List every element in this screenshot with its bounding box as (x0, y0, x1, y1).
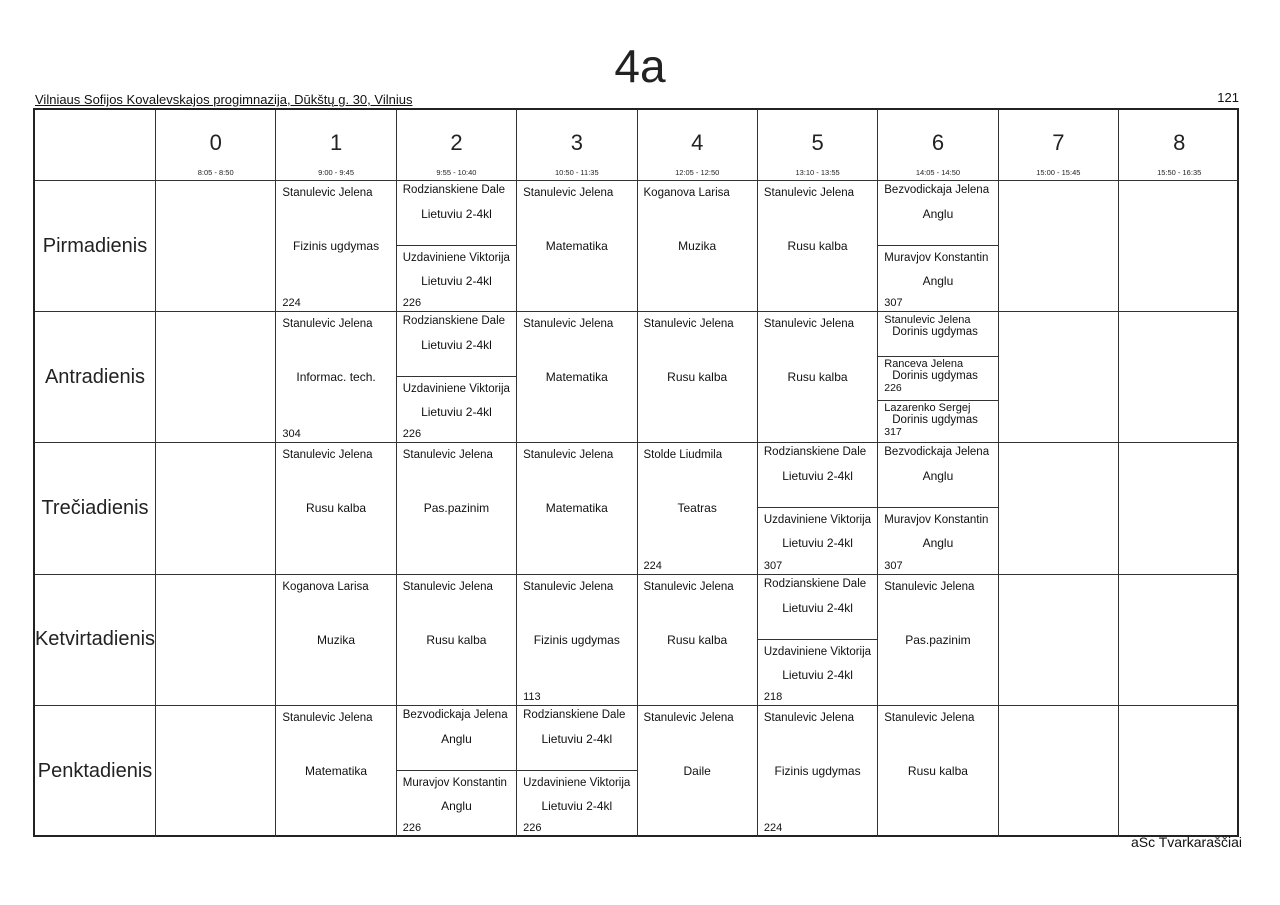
lesson-subject: Lietuviu 2-4kl (782, 536, 853, 551)
empty-slot (156, 575, 276, 706)
lesson-subject: Lietuviu 2-4kl (782, 469, 853, 484)
lesson-teacher: Koganova Larisa (282, 580, 369, 593)
period-number: 4 (691, 130, 704, 155)
period-header-3 (517, 110, 637, 181)
group-divider (758, 507, 877, 508)
lesson-room: 218 (763, 690, 783, 703)
lesson-teacher: Bezvodickaja Jelena (884, 446, 990, 459)
lesson-subject: Fizinis ugdymas (774, 763, 861, 778)
lesson-subject: Daile (683, 763, 711, 778)
lesson-subject: Rusu kalba (306, 501, 367, 516)
period-time: 8:05 - 8:50 (197, 168, 234, 177)
lesson-room: 226 (402, 297, 422, 310)
lesson-room: 304 (282, 428, 301, 441)
lesson-slot (517, 706, 636, 836)
lesson-subject: Anglu (922, 469, 954, 484)
lesson-slot (638, 706, 757, 836)
lesson-teacher: Uzdaviniene Viktorija (402, 383, 510, 396)
empty-slot (999, 312, 1119, 443)
lesson-subject: Lietuviu 2-4kl (541, 798, 613, 813)
lesson-teacher: Muravjov Konstantin (402, 776, 507, 789)
lesson-subject: Informac. tech. (296, 370, 376, 385)
period-time: 9:55 - 10:40 (436, 168, 477, 177)
lesson-teacher: Stanulevic Jelena (884, 711, 975, 724)
lesson-subject: Fizinis ugdymas (533, 632, 620, 647)
period-time: 15:50 - 16:35 (1157, 168, 1202, 177)
lesson-slot (397, 443, 516, 573)
lesson-teacher: Rodzianskiene Dale (402, 315, 506, 328)
lesson-teacher: Muravjov Konstantin (884, 514, 989, 527)
period-header-6 (878, 110, 998, 181)
period-number: 5 (811, 130, 824, 155)
lesson-subject: Lietuviu 2-4kl (421, 207, 492, 221)
lesson-teacher: Koganova Larisa (643, 187, 730, 199)
period-header-8 (1119, 110, 1239, 181)
lesson-subject: Anglu (441, 731, 472, 746)
group-divider (758, 639, 877, 640)
lesson-subject: Lietuviu 2-4kl (782, 600, 853, 615)
lesson-slot (517, 312, 636, 442)
lesson-teacher: Uzdaviniene Viktorija (402, 252, 510, 264)
lesson-subject: Matematika (545, 370, 608, 385)
lesson-slot (638, 575, 757, 705)
period-number: 2 (450, 130, 463, 155)
lesson-subject: Lietuviu 2-4kl (421, 274, 492, 288)
lesson-teacher: Stanulevic Jelena (523, 580, 614, 593)
lesson-slot (276, 706, 395, 836)
lesson-room: 226 (884, 381, 902, 394)
lesson-subject: Matematika (545, 239, 608, 253)
period-number: 6 (931, 130, 945, 155)
group-divider (878, 356, 997, 357)
period-number: 0 (209, 130, 222, 155)
lesson-teacher: Rodzianskiene Dale (523, 708, 626, 721)
lesson-slot (397, 181, 516, 311)
lesson-subject: Pas.pazinim (905, 632, 971, 647)
lesson-teacher: Stanulevic Jelena (402, 580, 493, 593)
lesson-slot (276, 312, 395, 442)
period-time: 15:00 - 15:45 (1036, 168, 1081, 177)
lesson-slot (638, 312, 757, 442)
lesson-teacher: Rodzianskiene Dale (402, 184, 506, 196)
lesson-teacher: Muravjov Konstantin (884, 252, 989, 264)
group-divider (878, 507, 997, 508)
lesson-subject: Rusu kalba (787, 370, 848, 385)
lesson-subject: Rusu kalba (787, 239, 848, 253)
lesson-teacher: Uzdaviniene Viktorija (763, 514, 872, 527)
period-time: 13:10 - 13:55 (795, 168, 840, 177)
page-title: 4a (614, 40, 666, 92)
lesson-subject: Pas.pazinim (423, 501, 490, 516)
empty-slot (1119, 443, 1239, 574)
lesson-teacher: Ranceva Jelena (884, 357, 964, 370)
period-header-0 (156, 110, 276, 181)
period-time: 10:50 - 11:35 (554, 168, 599, 177)
lesson-room: 226 (523, 821, 542, 834)
lesson-teacher: Rodzianskiene Dale (763, 577, 867, 590)
lesson-subject: Dorinis ugdymas (892, 326, 978, 339)
day-name: Penktadienis (37, 759, 153, 782)
lesson-teacher: Bezvodickaja Jelena (884, 184, 990, 196)
day-name-cell (35, 312, 156, 443)
empty-slot (999, 181, 1119, 312)
lesson-slot (878, 312, 997, 442)
empty-slot (156, 706, 276, 837)
lesson-subject: Lietuviu 2-4kl (421, 338, 492, 353)
lesson-subject: Muzika (317, 632, 356, 647)
empty-slot (1119, 312, 1239, 443)
lesson-teacher: Stanulevic Jelena (763, 187, 855, 199)
lesson-slot (517, 575, 636, 705)
period-header-5 (758, 110, 878, 181)
lesson-room: 317 (884, 425, 902, 438)
lesson-room: 224 (763, 821, 783, 834)
lesson-teacher: Stanulevic Jelena (523, 449, 614, 462)
group-divider (878, 245, 997, 246)
lesson-subject: Anglu (922, 274, 954, 288)
lesson-slot (758, 312, 877, 442)
lesson-slot (878, 575, 997, 705)
lesson-teacher: Uzdaviniene Viktorija (523, 776, 631, 789)
lesson-teacher: Stanulevic Jelena (643, 318, 734, 331)
lesson-subject: Dorinis ugdymas (892, 413, 978, 426)
empty-slot (156, 312, 276, 443)
lesson-room: 226 (402, 821, 422, 834)
lesson-room: 307 (763, 559, 783, 572)
empty-slot (1119, 575, 1239, 706)
group-divider (878, 400, 997, 401)
period-time: 12:05 - 12:50 (675, 168, 720, 177)
lesson-slot (276, 181, 395, 311)
period-number: 1 (329, 130, 343, 155)
lesson-teacher: Lazarenko Sergej (884, 401, 971, 414)
lesson-teacher: Stanulevic Jelena (884, 580, 975, 593)
lesson-room: 307 (884, 559, 903, 572)
lesson-room: 113 (523, 690, 541, 703)
empty-slot (999, 706, 1119, 837)
lesson-slot (878, 181, 997, 311)
lesson-subject: Anglu (922, 207, 954, 221)
lesson-teacher: Stanulevic Jelena (402, 449, 493, 462)
lesson-subject: Dorinis ugdymas (892, 369, 978, 382)
day-name: Pirmadienis (42, 234, 148, 257)
footer-credit: aSc Tvarkaraščiai (1130, 834, 1242, 850)
group-divider (397, 770, 516, 771)
empty-slot (999, 575, 1119, 706)
lesson-subject: Lietuviu 2-4kl (421, 405, 492, 420)
lesson-room: 224 (282, 297, 301, 310)
lesson-subject: Rusu kalba (667, 370, 728, 385)
period-time: 9:00 - 9:45 (318, 168, 354, 177)
lesson-slot (638, 443, 757, 573)
lesson-subject: Rusu kalba (667, 632, 728, 647)
period-header-2 (397, 110, 517, 181)
lesson-subject: Rusu kalba (426, 632, 487, 647)
lesson-teacher: Stanulevic Jelena (884, 314, 971, 327)
day-name-cell (35, 706, 156, 837)
lesson-slot (397, 575, 516, 705)
lesson-teacher: Stolde Liudmila (643, 449, 723, 462)
lesson-slot (758, 575, 877, 705)
lesson-teacher: Stanulevic Jelena (282, 187, 373, 199)
day-name-cell (35, 575, 156, 706)
lesson-subject: Rusu kalba (907, 763, 968, 778)
period-number: 7 (1052, 130, 1065, 155)
lesson-slot (638, 181, 757, 311)
lesson-teacher: Stanulevic Jelena (523, 187, 614, 199)
lesson-teacher: Stanulevic Jelena (643, 711, 734, 724)
group-divider (517, 770, 636, 771)
lesson-teacher: Bezvodickaja Jelena (402, 708, 508, 721)
lesson-slot (517, 443, 636, 573)
period-header-4 (638, 110, 758, 181)
period-number: 3 (570, 130, 583, 155)
period-time: 14:05 - 14:50 (915, 168, 961, 177)
lesson-slot (758, 706, 877, 836)
lesson-teacher: Stanulevic Jelena (523, 318, 614, 331)
lesson-subject: Lietuviu 2-4kl (541, 731, 613, 746)
lesson-slot (276, 575, 395, 705)
lesson-slot (758, 443, 877, 573)
group-divider (397, 245, 516, 246)
period-header-7 (999, 110, 1119, 181)
day-name-cell (35, 181, 156, 312)
empty-slot (1119, 706, 1239, 837)
lesson-slot (276, 443, 395, 573)
lesson-subject: Fizinis ugdymas (293, 239, 380, 253)
lesson-teacher: Stanulevic Jelena (282, 449, 373, 462)
lesson-subject: Lietuviu 2-4kl (782, 667, 853, 682)
lesson-teacher: Stanulevic Jelena (282, 318, 373, 331)
lesson-subject: Muzika (678, 239, 717, 253)
lesson-teacher: Uzdaviniene Viktorija (763, 645, 872, 658)
lesson-teacher: Stanulevic Jelena (643, 580, 734, 593)
day-name-cell (35, 443, 156, 574)
lesson-subject: Matematika (305, 763, 368, 778)
lesson-subject: Matematika (545, 501, 608, 516)
lesson-subject: Anglu (441, 798, 472, 813)
period-number: 8 (1173, 130, 1186, 155)
empty-slot (1119, 181, 1239, 312)
lesson-teacher: Stanulevic Jelena (763, 711, 855, 724)
day-name: Antradienis (44, 365, 146, 388)
lesson-teacher: Rodzianskiene Dale (763, 446, 867, 459)
lesson-room: 307 (884, 297, 903, 310)
lesson-slot (517, 181, 636, 311)
lesson-slot (878, 443, 997, 573)
school-address: Vilniaus Sofijos Kovalevskajos progimnazija, Dūkštų g. 30, Vilnius (35, 92, 413, 107)
page-number: 121 (1217, 90, 1239, 105)
lesson-room: 226 (402, 428, 422, 441)
day-name: Ketvirtadienis (34, 628, 156, 651)
lesson-slot (397, 312, 516, 442)
day-name: Trečiadienis (41, 496, 149, 519)
corner-cell (35, 110, 156, 181)
lesson-subject: Teatras (677, 501, 717, 516)
group-divider (397, 376, 516, 377)
lesson-slot (758, 181, 877, 311)
lesson-slot (397, 706, 516, 836)
lesson-teacher: Stanulevic Jelena (763, 318, 855, 331)
lesson-teacher: Stanulevic Jelena (282, 711, 373, 724)
empty-slot (156, 443, 276, 574)
period-header-1 (276, 110, 396, 181)
lesson-room: 224 (643, 559, 662, 572)
empty-slot (156, 181, 276, 312)
lesson-slot (878, 706, 997, 836)
timetable-grid (33, 108, 1239, 837)
empty-slot (999, 443, 1119, 574)
lesson-subject: Anglu (922, 536, 954, 551)
